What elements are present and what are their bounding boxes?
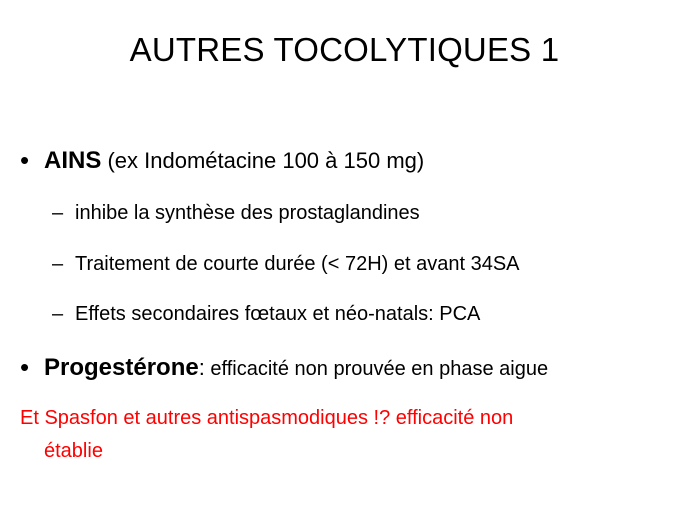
bullet-icon: • <box>20 352 30 382</box>
bullet-item-colon: : <box>198 355 205 380</box>
bullet-item-rest: efficacité non prouvée en phase aigue <box>204 358 549 380</box>
bullet-item-strong: AINS <box>44 147 102 174</box>
subitem-2: Traitement de courte durée (< 72H) et avant 34SA <box>75 253 520 275</box>
note-line-1: Et Spasfon et autres antispasmodiques !? efficacité non <box>20 407 514 429</box>
bullet-item-ains <box>44 147 424 175</box>
dash-icon: – <box>52 202 64 224</box>
dash-icon: – <box>52 303 64 325</box>
bullet-item-progesterone <box>44 354 548 382</box>
subitem-3: Effets secondaires fœtaux et néo-natals: PCA <box>75 303 481 325</box>
dash-icon: – <box>52 253 64 275</box>
slide-title: AUTRES TOCOLYTIQUES 1 <box>129 31 560 68</box>
bullet-item-strong: Progestérone <box>44 354 199 381</box>
subitem-1: inhibe la synthèse des prostaglandines <box>75 202 420 224</box>
note-line-2: établie <box>44 440 103 462</box>
bullet-icon: • <box>20 145 30 175</box>
bullet-item-rest: (ex Indométacine 100 à 150 mg) <box>101 148 425 173</box>
